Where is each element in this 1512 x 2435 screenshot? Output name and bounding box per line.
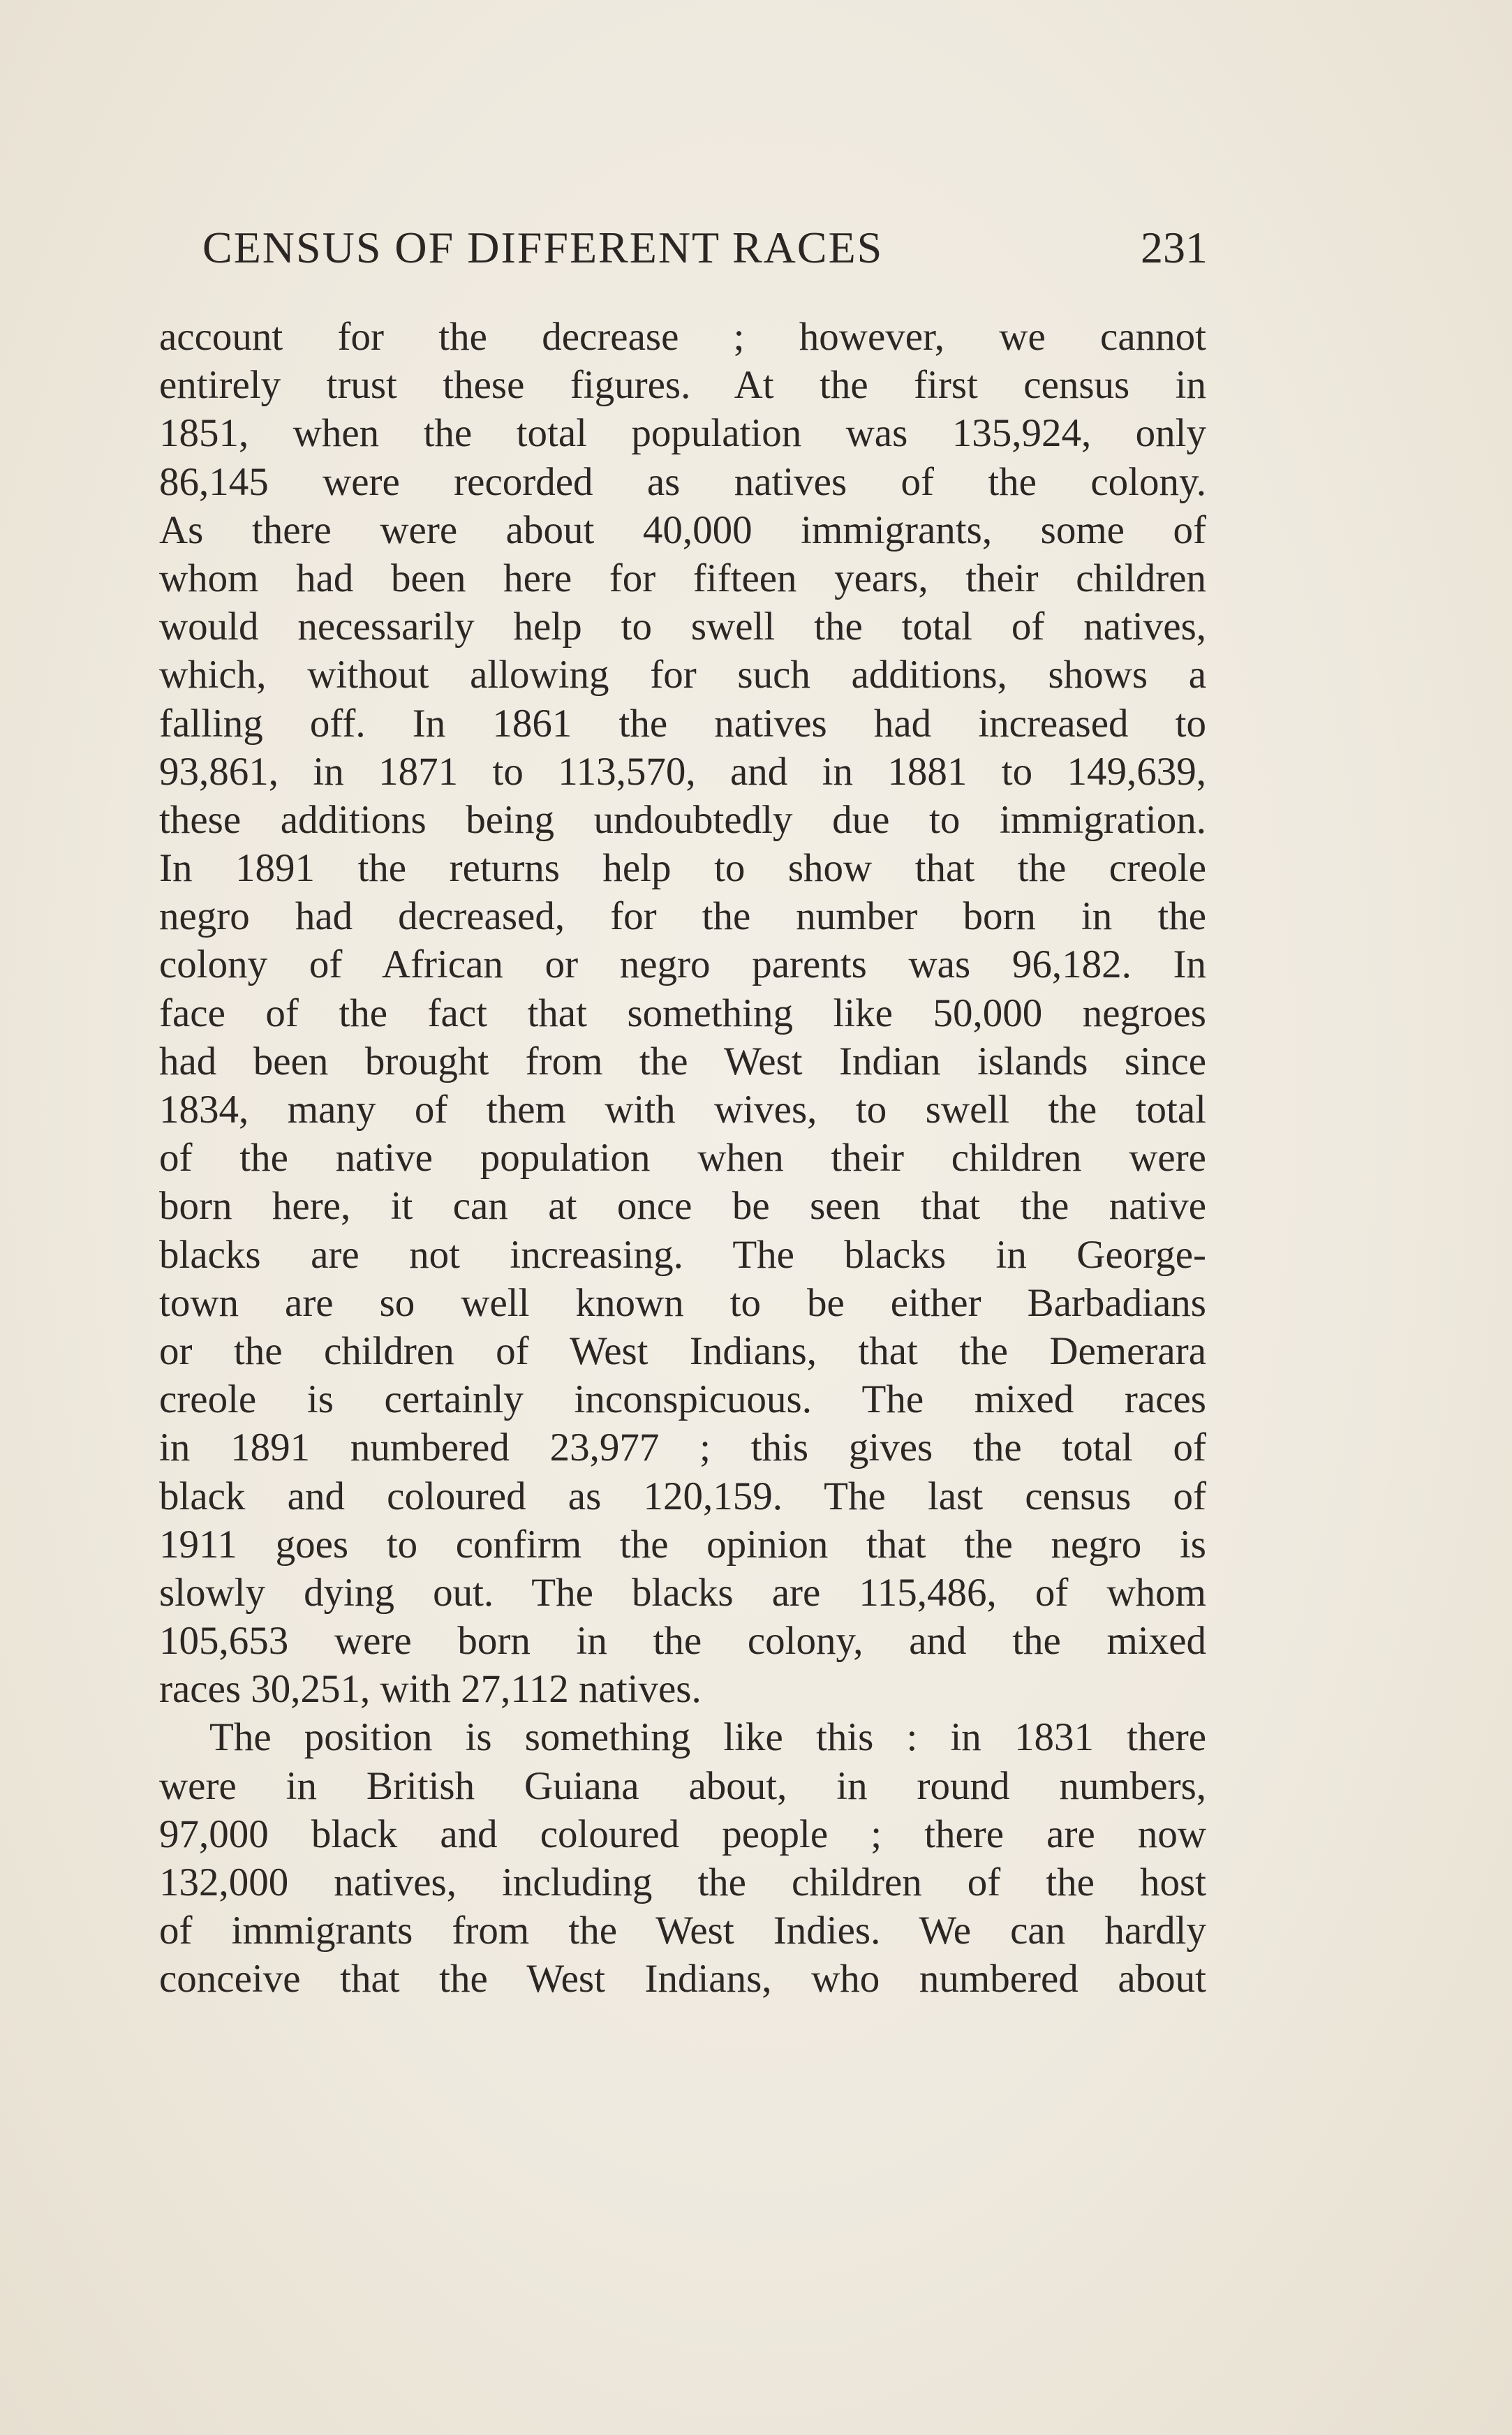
running-title: CENSUS OF DIFFERENT RACES bbox=[202, 223, 884, 272]
text-line: had been brought from the West Indian islands since bbox=[159, 1039, 1206, 1083]
text-line: were in British Guiana about, in round numbers, bbox=[159, 1763, 1206, 1808]
text-line: conceive that the West Indians, who numbered about bbox=[159, 1957, 1206, 2001]
text-line: whom had been here for fifteen years, their children bbox=[159, 556, 1206, 600]
text-line: The position is something like this : in 1831 there bbox=[209, 1715, 1206, 1760]
text-line: 1851, when the total population was 135,924, only bbox=[159, 411, 1206, 456]
text-line: blacks are not increasing. The blacks in George- bbox=[159, 1232, 1206, 1277]
text-line: 86,145 were recorded as natives of the colony. bbox=[159, 459, 1206, 504]
text-line: born here, it can at once be seen that the native bbox=[159, 1184, 1206, 1229]
paragraph-1 bbox=[159, 313, 1206, 1713]
body-text bbox=[159, 313, 1206, 2004]
text-line: face of the fact that something like 50,000 negroes bbox=[159, 991, 1206, 1035]
text-line: entirely trust these figures. At the first census in bbox=[159, 363, 1206, 408]
text-line: 105,653 were born in the colony, and the mixed bbox=[159, 1619, 1206, 1664]
text-line: falling off. In 1861 the natives had increased to bbox=[159, 701, 1206, 746]
page-number: 231 bbox=[1141, 223, 1208, 272]
text-line: races 30,251, with 27,112 natives. bbox=[159, 1667, 702, 1712]
text-line: town are so well known to be either Barbadians bbox=[159, 1280, 1206, 1325]
text-line: 1911 goes to confirm the opinion that the negro is bbox=[159, 1522, 1206, 1567]
text-line: which, without allowing for such additions, shows a bbox=[159, 653, 1206, 697]
text-line: As there were about 40,000 immigrants, some of bbox=[159, 508, 1206, 552]
text-line: in 1891 numbered 23,977 ; this gives the total of bbox=[159, 1426, 1206, 1470]
text-line: negro had decreased, for the number born in the bbox=[159, 894, 1206, 939]
text-line: these additions being undoubtedly due to immigration. bbox=[159, 797, 1206, 842]
running-head bbox=[202, 222, 1208, 285]
text-line: black and coloured as 120,159. The last census of bbox=[159, 1474, 1206, 1518]
text-line: or the children of West Indians, that the Demerara bbox=[159, 1328, 1206, 1373]
text-line: creole is certainly inconspicuous. The mixed races bbox=[159, 1377, 1206, 1422]
text-line: of immigrants from the West Indies. We can hardly bbox=[159, 1909, 1206, 1953]
text-line: 97,000 black and coloured people ; there are now bbox=[159, 1812, 1206, 1856]
paragraph-2 bbox=[159, 1713, 1206, 2003]
text-line: 1834, many of them with wives, to swell the total bbox=[159, 1088, 1206, 1132]
text-line: In 1891 the returns help to show that the creole bbox=[159, 846, 1206, 891]
text-line: would necessarily help to swell the total of natives, bbox=[159, 605, 1206, 649]
text-line: colony of African or negro parents was 96,182. In bbox=[159, 942, 1206, 987]
text-line: of the native population when their children were bbox=[159, 1136, 1206, 1181]
text-line: account for the decrease ; however, we cannot bbox=[159, 315, 1206, 359]
text-line: slowly dying out. The blacks are 115,486, of whom bbox=[159, 1570, 1206, 1615]
text-line: 93,861, in 1871 to 113,570, and in 1881 to 149,639, bbox=[159, 749, 1206, 794]
text-line: 132,000 natives, including the children of the host bbox=[159, 1860, 1206, 1904]
